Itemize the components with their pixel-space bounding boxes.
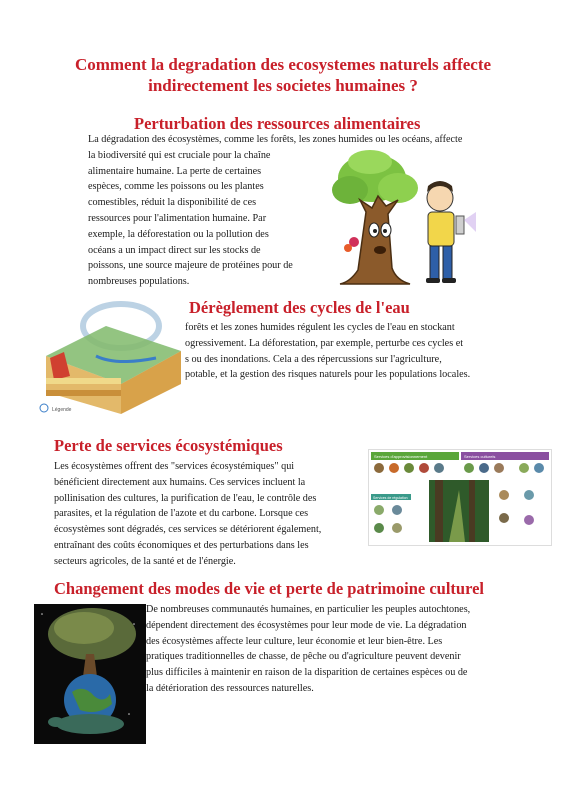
text-line: bénéficient directement aux humains. Ces services incluent la <box>54 476 306 488</box>
text-line: poissons, une source majeure de protéines pour de <box>88 260 293 272</box>
text-line: Les écosystèmes offrent des "services écosystémiques" qui <box>54 461 295 472</box>
text-line: alimentaire humaine. La perte de certaines <box>88 165 262 177</box>
section-heading-culture: Changement des modes de vie et perte de patrimoine culturel <box>54 579 485 598</box>
text-line: des écosystèmes affecte leur culture, leur économie et leur bien-être. Les <box>146 635 443 647</box>
text-line: nombreuses populations. <box>88 276 190 288</box>
section-heading-services: Perte de services écosystémiques <box>54 436 283 455</box>
services-panel-label: Services culturels <box>464 454 496 459</box>
section-heading-food: Perturbation des ressources alimentaires <box>134 114 421 133</box>
text-line: océans a un impact direct sur les stocks de <box>88 244 261 256</box>
page-title: Comment la degradation des ecosystemes naturels affecte indirectement les societes humaines ? <box>74 55 492 95</box>
section-heading-water: Dérèglement des cycles de l'eau <box>189 298 410 317</box>
text-line: exemple, la déforestation ou la pollution des <box>88 228 269 240</box>
ecosystem-services-icon <box>369 450 551 545</box>
text-line: secteurs agricoles, de la santé et de l'énergie. <box>54 555 236 567</box>
text-line: dépendent directement des écosystèmes pour leur mode de vie. La dégradation <box>146 619 467 631</box>
earth-tree-icon <box>34 604 146 744</box>
text-line: s ou des inondations. Cela a des répercussions sur l'agriculture, <box>185 353 442 365</box>
text-line: entraînant des coûts économiques et des perturbations dans les <box>54 539 309 551</box>
text-line: écosystèmes sont dégradés, ces services se détériorent également, <box>54 524 322 536</box>
earth-tree-turtle-illustration <box>34 604 146 744</box>
text-line: forêts et les zones humides régulent les cycles de l'eau en stockant <box>185 322 455 333</box>
tree-person-illustration <box>330 150 480 290</box>
text-line: pollinisation des cultures, la purification de l'eau, le contrôle des <box>54 492 317 504</box>
text-line: la détérioration des ressources naturelles. <box>146 682 314 694</box>
text-line: ogressivement. La déforestation, par exemple, perturbe ces cycles et <box>185 337 464 349</box>
services-panel-label: Services de régulation <box>373 496 408 500</box>
water-cycle-caption: Légende <box>52 407 72 413</box>
text-line: espèces, comme les poissons ou les plantes <box>88 181 264 193</box>
text-line: ressources pour l'alimentation humaine. Par <box>88 212 267 224</box>
water-cycle-icon <box>36 296 186 420</box>
water-cycle-diagram <box>36 296 186 420</box>
text-line: De nombreuses communautés humaines, en particulier les peuples autochtones, <box>146 604 471 615</box>
section-text-services <box>54 459 359 570</box>
section-text-water <box>185 320 525 383</box>
text-line: la biodiversité qui est cruciale pour la chaîne <box>88 149 271 161</box>
ecosystem-services-infographic <box>368 449 552 546</box>
services-panel-label: Services d'approvisionnement <box>374 454 428 459</box>
text-line: parasites, et la régulation de l'azote et du carbone. Lorsque ces <box>54 508 309 520</box>
text-line: pratiques traditionnelles de chasse, de pêche ou d'agriculture peuvent devenir <box>146 651 461 663</box>
text-line: La dégradation des écosystèmes, comme les forêts, les zones humides ou les océans, affecte <box>88 134 463 145</box>
text-line: comestibles, réduit la disponibilité de ces <box>88 197 257 209</box>
tree-icon <box>330 150 480 290</box>
text-line: plus difficiles à maintenir en raison de la disparition de certaines espèces ou de <box>146 667 468 679</box>
text-line: potable, et la gestion des risques naturels pour les populations locales. <box>185 369 471 381</box>
section-text-culture <box>146 602 516 697</box>
